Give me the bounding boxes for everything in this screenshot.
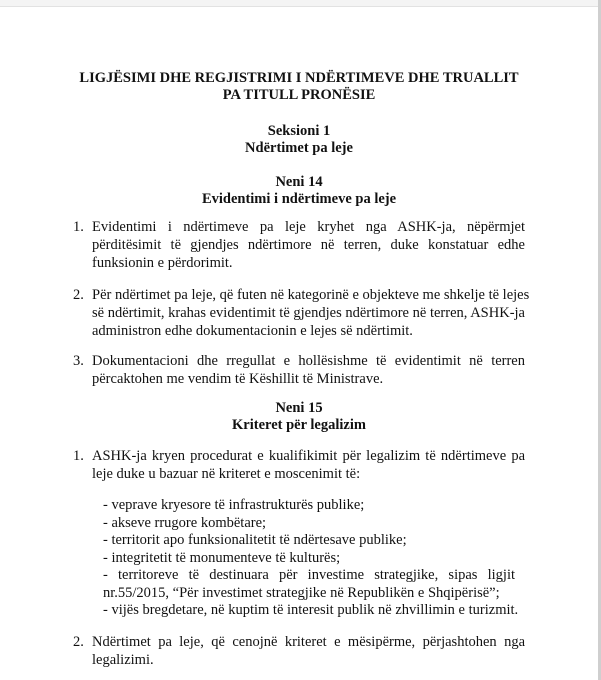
- bullet-item: - integritetit të monumenteve të kulturës;: [103, 549, 341, 566]
- text-line: ASHK-ja kryen procedurat e kualifikimit për legalizim të ndërtimeve pa: [92, 448, 525, 464]
- list-item-text: [92, 633, 525, 669]
- document-title-line-1: LIGJËSIMI DHE REGJISTRIMI I NDËRTIMEVE DHE TRUALLIT: [79, 70, 519, 86]
- text-line: së ndërtimit, krahas evidentimit të gjendjes ndërtimore në terren, ASHK-ja: [92, 305, 525, 321]
- list-item-number: 1.: [73, 219, 84, 235]
- text-line: Dokumentacioni dhe rregullat e hollësishme të evidentimit në terren: [92, 353, 525, 369]
- list-item-number: 1.: [73, 448, 84, 464]
- article-15-name: Kriteret për legalizim: [232, 417, 366, 433]
- bullet-item: - vijës bregdetare, në kuptim të interesit publik në zhvillimin e turizmit.: [103, 602, 519, 618]
- section-name: Ndërtimet pa leje: [245, 140, 353, 156]
- list-item-text: [92, 352, 525, 388]
- text-line: legalizimi.: [92, 652, 154, 668]
- list-item-text: [92, 286, 530, 340]
- text-line: përcaktohen me vendim të Këshillit të Ministrave.: [92, 371, 384, 387]
- section-label: Seksioni 1: [267, 123, 331, 139]
- article-14-label: Neni 14: [275, 174, 323, 190]
- bullet-item-continuation: nr.55/2015, “Për investimet strategjike në Republikën e Shqipërisë”;: [103, 584, 500, 601]
- document-title-line-2: PA TITULL PRONËSIE: [222, 87, 376, 103]
- text-line: leje duke u bazuar në kriteret e moscenimit të:: [92, 466, 361, 482]
- article-14-name: Evidentimi i ndërtimeve pa leje: [201, 191, 397, 207]
- text-line: Ndërtimet pa leje, që cenojnë kriteret e mësipërme, përjashtohen nga: [92, 634, 525, 650]
- list-item-number: 2.: [73, 634, 84, 650]
- list-item-number: 3.: [73, 353, 84, 369]
- text-line: administron edhe dokumentacionin e lejes së ndërtimit.: [92, 323, 413, 339]
- text-line: përditësimit të gjendjes ndërtimore në terren, duke konstatuar edhe: [92, 237, 525, 253]
- bullet-item: - veprave kryesore të infrastrukturës publike;: [103, 497, 365, 513]
- list-item-text: [92, 218, 525, 272]
- text-line: funksionin e përdorimit.: [92, 255, 233, 271]
- text-line: Për ndërtimet pa leje, që futen në kategorinë e objekteve me shkelje të lejes: [92, 287, 530, 303]
- bullet-item: - territorit apo funksionalitetit të ndërtesave publike;: [103, 532, 407, 548]
- article-15-label: Neni 15: [275, 400, 323, 416]
- bullet-item: - akseve rrugore kombëtare;: [103, 514, 267, 531]
- list-item-text: [92, 447, 525, 483]
- list-item-number: 2.: [73, 287, 84, 303]
- bullet-item: - territoreve të destinuara për investime strategjike, sipas ligjit: [103, 567, 515, 583]
- text-line: Evidentimi i ndërtimeve pa leje kryhet nga ASHK-ja, nëpërmjet: [92, 219, 525, 235]
